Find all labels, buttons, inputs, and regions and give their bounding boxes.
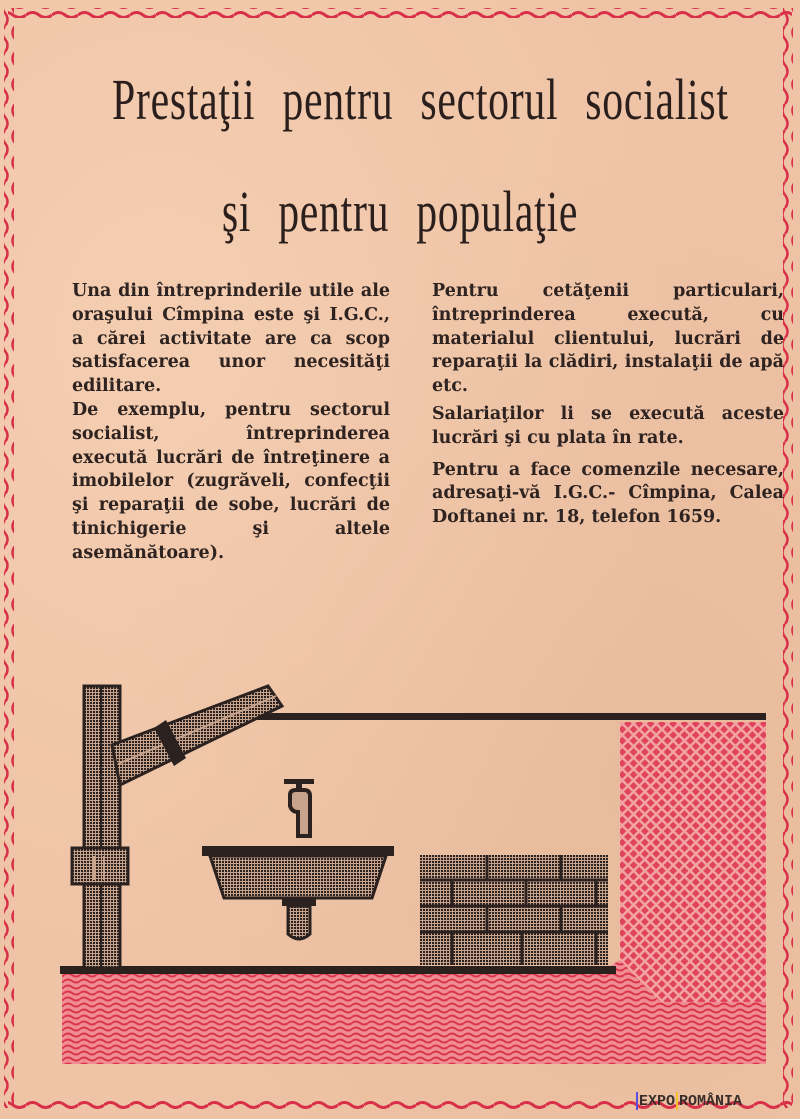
ceiling-line xyxy=(240,713,766,720)
wash-basin xyxy=(202,846,394,939)
expo-romania-watermark xyxy=(636,1092,742,1110)
yellow-bar xyxy=(676,1092,678,1110)
right-paragraph-2: Salariaţilor li se execută aceste lucrări şi cu plata în rate. xyxy=(432,403,784,448)
left-paragraph-2: De exemplu, pentru sectorul socialist, întreprinderea execută lucrări de întreţinere a imobilelor (zugrăveli, confecţii şi reparaţii de sobe, lucrări de tinichigerie şi altele asemănătoare). xyxy=(72,399,390,563)
headline-line-1: Prestaţii pentru sectorul socialist xyxy=(112,67,729,132)
floor-line xyxy=(60,966,616,974)
right-paragraph-3: Pentru a face comenzile necesare, adresaţi-vă I.G.C.- Cîmpina, Calea Doftanei nr. 18, telefon 1659. xyxy=(432,459,784,528)
watermark-part-1: EXPO xyxy=(639,1092,676,1110)
right-paragraph-1: Pentru cetăţenii particulari, întreprinderea execută, cu materialul clientului, lucrări de reparaţii la clădiri, instalaţii de apă etc. xyxy=(432,281,784,397)
brick-wall xyxy=(420,855,608,965)
diagonal-pipe xyxy=(112,686,282,785)
red-wall xyxy=(620,722,766,1002)
left-paragraph-1: Una din întreprinderile utile ale oraşului Cîmpina este şi I.G.C., a cărei activitate are ca scop satisfacerea unor necesităţi edilitare. xyxy=(72,281,390,397)
headline-line-2: şi pentru populaţie xyxy=(221,179,579,244)
water-tap xyxy=(284,779,314,836)
blue-bar xyxy=(636,1092,638,1110)
vertical-pipe xyxy=(72,686,128,968)
watermark-part-2: ROMÂNIA xyxy=(679,1092,743,1110)
